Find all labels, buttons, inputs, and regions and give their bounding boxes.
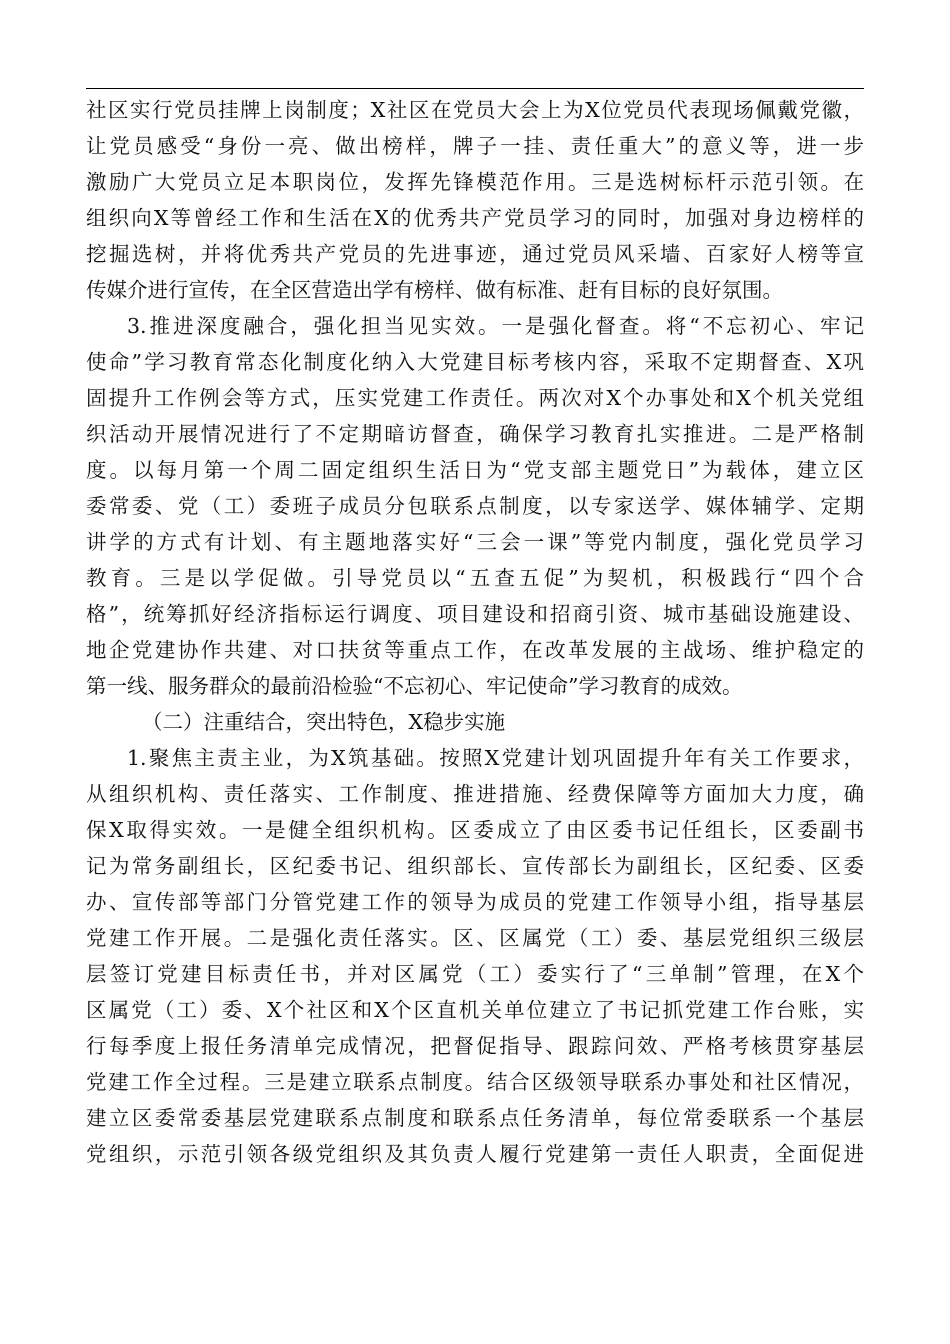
header-rule bbox=[86, 88, 864, 89]
text-line: 党建工作开展。二是强化责任落实。区、区属党（工）委、基层党组织三级层 bbox=[86, 926, 864, 950]
text-line: 激励广大党员立足本职岗位，发挥先锋模范作用。三是选树标杆示范引领。在 bbox=[86, 170, 864, 194]
text-line: 织活动开展情况进行了不定期暗访督查，确保学习教育扎实推进。二是严格制 bbox=[86, 422, 864, 446]
text-line: 办、宣传部等部门分管党建工作的领导为成员的党建工作领导小组，指导基层 bbox=[86, 890, 864, 914]
text-line: 让党员感受“身份一亮、做出榜样，牌子一挂、责任重大”的意义等，进一步 bbox=[86, 134, 864, 158]
text-line: 使命”学习教育常态化制度化纳入大党建目标考核内容，采取不定期督查、X巩 bbox=[86, 350, 864, 374]
text-line: 社区实行党员挂牌上岗制度；X社区在党员大会上为X位党员代表现场佩戴党徽， bbox=[86, 98, 864, 122]
text-line: 格”，统筹抓好经济指标运行调度、项目建设和招商引资、城市基础设施建设、 bbox=[86, 602, 864, 626]
text-line: 3.推进深度融合，强化担当见实效。一是强化督查。将“不忘初心、牢记 bbox=[127, 314, 864, 338]
text-line: 行每季度上报任务清单完成情况，把督促指导、跟踪问效、严格考核贯穿基层 bbox=[86, 1034, 864, 1058]
text-line: 讲学的方式有计划、有主题地落实好“三会一课”等党内制度，强化党员学习 bbox=[86, 530, 864, 554]
text-line: 区属党（工）委、X个社区和X个区直机关单位建立了书记抓党建工作台账，实 bbox=[86, 998, 864, 1022]
text-line: 第一线、服务群众的最前沿检验“不忘初心、牢记使命”学习教育的成效。 bbox=[86, 674, 743, 698]
paragraph bbox=[86, 740, 864, 1172]
text-line: 固提升工作例会等方式，压实党建工作责任。两次对X个办事处和X个机关党组 bbox=[86, 386, 864, 410]
section-heading bbox=[86, 704, 864, 740]
text-line: 记为常务副组长，区纪委书记、组织部长、宣传部长为副组长，区纪委、区委 bbox=[86, 854, 864, 878]
text-line: 建立区委常委基层党建联系点制度和联系点任务清单，每位常委联系一个基层 bbox=[86, 1106, 864, 1130]
text-line: 党建工作全过程。三是建立联系点制度。结合区级领导联系办事处和社区情况， bbox=[86, 1070, 864, 1094]
text-line: 1.聚焦主责主业，为X筑基础。按照X党建计划巩固提升年有关工作要求， bbox=[127, 746, 864, 770]
text-line: 教育。三是以学促做。引导党员以“五查五促”为契机，积极践行“四个合 bbox=[86, 566, 864, 590]
text-line: 组织向X等曾经工作和生活在X的优秀共产党员学习的同时，加强对身边榜样的 bbox=[86, 206, 864, 230]
text-line: 地企党建协作共建、对口扶贫等重点工作，在改革发展的主战场、维护稳定的 bbox=[86, 638, 864, 662]
text-line: 层签订党建目标责任书，并对区属党（工）委实行了“三单制”管理，在X个 bbox=[86, 962, 864, 986]
text-line: 委常委、党（工）委班子成员分包联系点制度，以专家送学、媒体辅学、定期 bbox=[86, 494, 864, 518]
paragraph bbox=[86, 92, 864, 308]
text-line: （二）注重结合，突出特色，X稳步实施 bbox=[142, 710, 506, 734]
text-line: 挖掘选树，并将优秀共产党员的先进事迹，通过党员风采墙、百家好人榜等宣 bbox=[86, 242, 864, 266]
document-body bbox=[86, 92, 864, 1172]
text-line: 保X取得实效。一是健全组织机构。区委成立了由区委书记任组长，区委副书 bbox=[86, 818, 864, 842]
text-line: 党组织，示范引领各级党组织及其负责人履行党建第一责任人职责，全面促进 bbox=[86, 1142, 864, 1166]
text-line: 传媒介进行宣传，在全区营造出学有榜样、做有标准、赶有目标的良好氛围。 bbox=[86, 278, 783, 302]
text-line: 从组织机构、责任落实、工作制度、推进措施、经费保障等方面加大力度，确 bbox=[86, 782, 864, 806]
paragraph bbox=[86, 308, 864, 704]
text-line: 度。以每月第一个周二固定组织生活日为“党支部主题党日”为载体，建立区 bbox=[86, 458, 864, 482]
